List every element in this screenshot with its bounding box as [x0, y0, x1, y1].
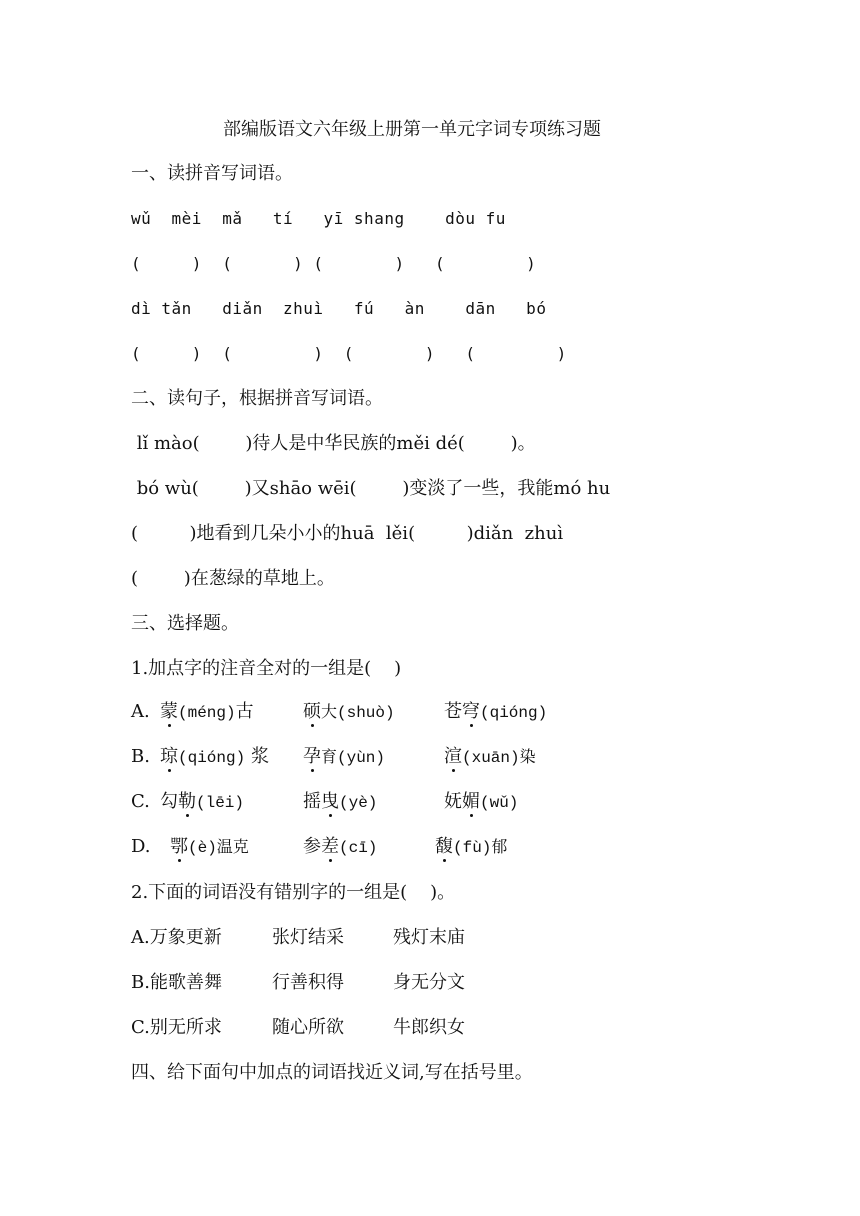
char: 勾 [160, 791, 178, 812]
option-word: 残灯末庙 [393, 927, 465, 948]
dotted-char: 孕 [303, 746, 321, 767]
option-a-word-2 [303, 700, 395, 725]
section-2-heading: 二、读句子，根据拼音写词语。 [131, 388, 383, 409]
dotted-char: 蒙 [160, 701, 178, 722]
sentence-line-2: bó wù( )又shāo wēi( )变淡了一些，我能mó hu [131, 478, 611, 499]
option-word: C.别无所求 [131, 1017, 222, 1038]
option-word: B.能歌善舞 [131, 972, 222, 993]
dotted-char: 硕 [303, 701, 321, 722]
option-a-word-3 [444, 700, 547, 725]
option-word: 牛郎织女 [393, 1017, 465, 1038]
pinyin: (wǔ) [480, 794, 519, 812]
option-word: 行善积得 [272, 972, 344, 993]
pinyin-row-2: dì tǎn diǎn zhuì fú àn dān bó [131, 299, 547, 318]
pinyin: 育(yùn) [321, 749, 386, 767]
pinyin-row-1: wǔ mèi mǎ tí yī shang dòu fu [131, 209, 506, 228]
option-word: 身无分文 [393, 972, 465, 993]
char: 浆 [245, 746, 269, 767]
option-d-word-2 [303, 835, 377, 860]
sentence-line-4: ( )在葱绿的草地上。 [131, 568, 335, 589]
pinyin: 大(shuò) [321, 704, 395, 722]
char: 参 [303, 836, 321, 857]
pinyin: (qióng) [480, 704, 548, 722]
option-b-word-3 [444, 745, 536, 770]
section-3-heading: 三、选择题。 [131, 613, 239, 634]
dotted-char: 差 [321, 836, 339, 857]
page-title: 部编版语文六年级上册第一单元字词专项练习题 [223, 119, 601, 140]
option-b-word-2 [303, 745, 385, 770]
dotted-char: 鄂 [170, 836, 188, 857]
pinyin: (cī) [339, 839, 378, 857]
option-label: A. [131, 701, 150, 722]
option-label: C. [131, 791, 150, 812]
section-4-heading: 四、给下面句中加点的词语找近义词,写在括号里。 [131, 1062, 533, 1083]
dotted-char: 勒 [178, 791, 196, 812]
pinyin: (fù)郁 [453, 839, 508, 857]
char: 妩 [444, 791, 462, 812]
pinyin: (yè) [339, 794, 378, 812]
sentence-line-1: lǐ mào( )待人是中华民族的měi dé( )。 [131, 433, 536, 454]
option-d-word-3 [435, 835, 507, 860]
dotted-char: 曳 [321, 791, 339, 812]
option-c-word-3 [444, 790, 518, 815]
pinyin: (lēi) [196, 794, 245, 812]
option-a-word-1 [160, 700, 254, 725]
option-b-word-1 [160, 745, 269, 770]
dotted-char: 琼 [160, 746, 178, 767]
question-1: 1.加点字的注音全对的一组是( ) [131, 658, 402, 679]
option-c-word-1 [160, 790, 244, 815]
option-label: B. [131, 746, 150, 767]
answer-blanks-row-1: ( ) ( ) ( ) ( ) [131, 254, 537, 273]
char: 古 [235, 701, 254, 722]
section-1-heading: 一、读拼音写词语。 [131, 163, 293, 184]
pinyin: (qióng) [178, 749, 246, 767]
dotted-char: 馥 [435, 836, 453, 857]
char: 摇 [303, 791, 321, 812]
dotted-char: 穹 [462, 701, 480, 722]
dotted-char: 渲 [444, 746, 462, 767]
option-d-word-1 [170, 835, 249, 860]
question-2: 2.下面的词语没有错别字的一组是( )。 [131, 882, 456, 903]
option-label: D. [131, 836, 151, 857]
sentence-line-3: ( )地看到几朵小小的huā lěi( )diǎn zhuì [131, 523, 564, 544]
option-word: 张灯结采 [272, 927, 344, 948]
pinyin: (è)温克 [188, 839, 249, 857]
option-c-word-2 [303, 790, 377, 815]
pinyin: (méng) [178, 704, 236, 722]
char: 苍 [444, 701, 462, 722]
answer-blanks-row-2: ( ) ( ) ( ) ( ) [131, 344, 567, 363]
option-word: A.万象更新 [131, 927, 222, 948]
dotted-char: 媚 [462, 791, 480, 812]
pinyin: (xuān)染 [462, 749, 536, 767]
option-word: 随心所欲 [272, 1017, 344, 1038]
